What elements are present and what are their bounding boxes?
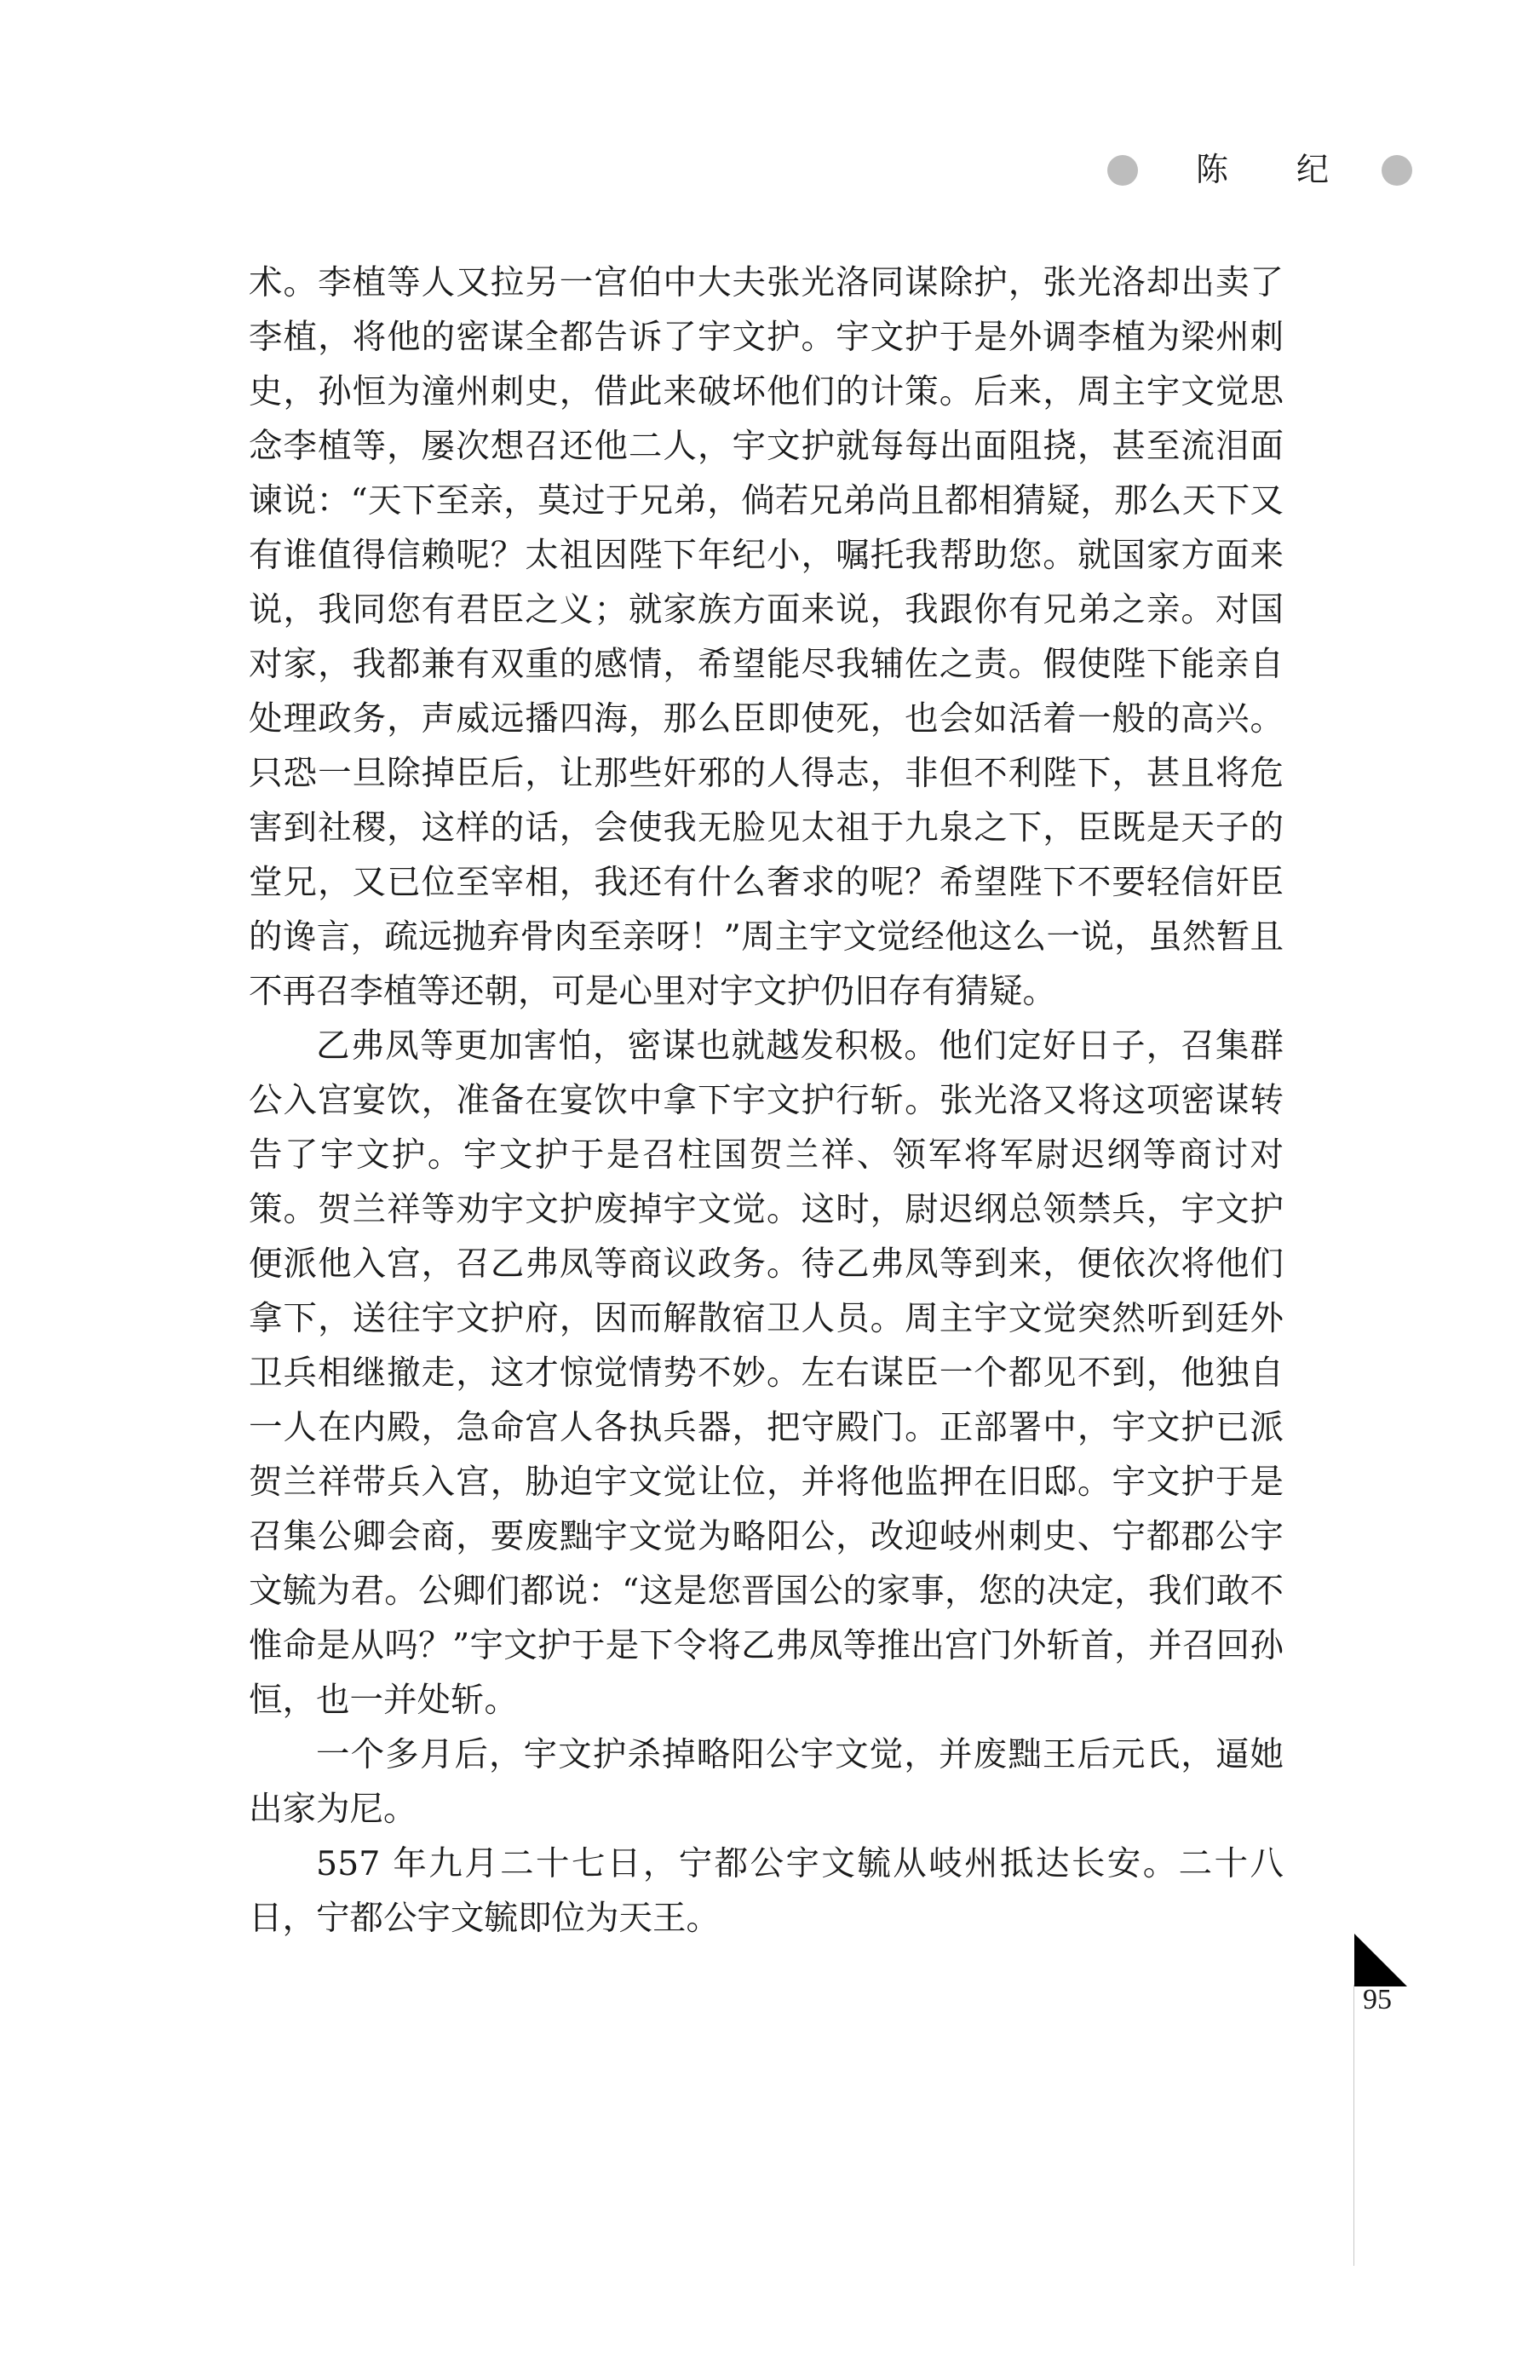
page-corner-triangle-icon xyxy=(1354,1934,1407,1986)
header-title-char-2: 纪 xyxy=(1296,151,1330,188)
header-dot-left-icon xyxy=(1107,155,1138,186)
paragraph-4: 557 年九月二十七日，宁都公宇文毓从岐州抵达长安。二十八日，宁都公宇文毓即位为天王。 xyxy=(249,1844,1284,1938)
side-rule xyxy=(1353,1985,1354,2266)
paragraph-1: 术。李植等人又拉另一宫伯中大夫张光洛同谋除护，张光洛却出卖了李植，将他的密谋全都告诉了宇文护。宇文护于是外调李植为梁州刺史，孙恒为潼州刺史，借此来破坏他们的计策。后来，周主宇文觉思念李植等，屡次想召还他二人，宇文护就每每出面阻挠，甚至流泪面谏说：“天下至亲，莫过于兄弟，倘若兄弟尚且都相猜疑，那么天下又有谁值得信赖呢？太祖因陛下年纪小，嘱托我帮助您。就国家方面来说，我同您有君臣之义；就家族方面来说，我跟你有兄弟之亲。对国对家，我都兼有双重的感情，希望能尽我辅佐之责。假使陛下能亲自处理政务，声威远播四海，那么臣即使死，也会如活着一般的高兴。只恐一旦除掉臣后，让那些奸邪的人得志，非但不利陛下，甚且将危害到社稷，这样的话，会使我无脸见太祖于九泉之下，臣既是天子的堂兄，又已位至宰相，我还有什么奢求的呢？希望陛下不要轻信奸臣的谗言，疏远抛弃骨肉至亲呀！”周主宇文觉经他这么一说，虽然暂且不再召李植等还朝，可是心里对宇文护仍旧存有猜疑。 xyxy=(249,263,1284,1011)
page-number: 95 xyxy=(1363,1984,1392,2015)
body-text xyxy=(249,256,1284,1946)
header-title-char-1: 陈 xyxy=(1196,151,1229,188)
header-dot-right-icon xyxy=(1382,155,1412,186)
running-header xyxy=(1107,145,1431,196)
paragraph-2: 乙弗凤等更加害怕，密谋也就越发积极。他们定好日子，召集群公入宫宴饮，准备在宴饮中拿下宇文护行斩。张光洛又将这项密谋转告了宇文护。宇文护于是召柱国贺兰祥、领军将军尉迟纲等商讨对策。贺兰祥等劝宇文护废掉宇文觉。这时，尉迟纲总领禁兵，宇文护便派他入宫，召乙弗凤等商议政务。待乙弗凤等到来，便依次将他们拿下，送往宇文护府，因而解散宿卫人员。周主宇文觉突然听到廷外卫兵相继撤走，这才惊觉情势不妙。左右谋臣一个都见不到，他独自一人在内殿，急命宫人各执兵器，把守殿门。正部署中，宇文护已派贺兰祥带兵入宫，胁迫宇文觉让位，并将他监押在旧邸。宇文护于是召集公卿会商，要废黜宇文觉为略阳公，改迎岐州刺史、宁都郡公宇文毓为君。公卿们都说：“这是您晋国公的家事，您的决定，我们敢不惟命是从吗？”宇文护于是下令将乙弗凤等推出宫门外斩首，并召回孙恒，也一并处斩。 xyxy=(249,1026,1284,1720)
paragraph-3: 一个多月后，宇文护杀掉略阳公宇文觉，并废黜王后元氏，逼她出家为尼。 xyxy=(249,1735,1284,1829)
